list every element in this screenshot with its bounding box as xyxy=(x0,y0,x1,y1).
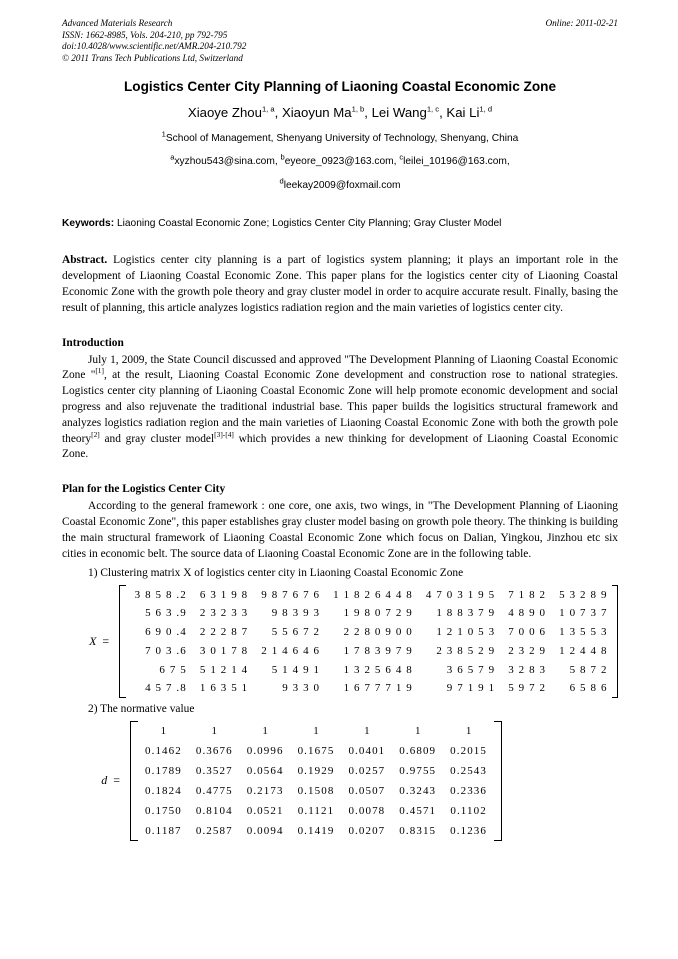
email-address: leilei_10196@163.com, xyxy=(403,156,510,168)
matrix-cell: 1 3 2 5 6 4 8 xyxy=(343,663,413,676)
page-title: Logistics Center City Planning of Liaoning Coastal Economic Zone xyxy=(123,79,557,95)
matrix-row xyxy=(138,761,494,781)
author-name: Xiaoye Zhou xyxy=(187,105,262,121)
abstract-text: Logistics center city planning is a part of logistics system planning; it plays an important role in the development of Liaoning Coastal Economic Zone. This paper plans for the logistics center city of Liaoning Coastal Economic Zone with the growth pole theory and gray cluster model in order to acquire accurate result. Finally, basing the result of planning, this article analyzes logistics radiation region and the main varieties of logistics center city. xyxy=(62,254,618,314)
matrix-cell: 5 1 2 1 4 xyxy=(199,663,249,676)
matrix-x-table xyxy=(126,585,612,698)
matrix-cell: 0.0207 xyxy=(348,824,386,837)
journal-header-block xyxy=(62,18,618,64)
journal-issn-line: ISSN: 1662-8985, Vols. 204-210, pp 792-795 xyxy=(62,29,228,40)
matrix-row xyxy=(138,721,494,741)
matrix-d-equals: = xyxy=(113,773,120,788)
email-line-1 xyxy=(62,152,618,169)
email-address: xyzhou543@sina.com, xyxy=(174,156,278,168)
matrix-cell: 0.1789 xyxy=(145,764,182,777)
abstract-paragraph xyxy=(62,253,618,316)
matrix-x-label xyxy=(72,634,119,649)
matrix-cell: 1 xyxy=(313,724,319,737)
affiliation-text: School of Management, Shenyang University of Technology, Shenyang, China xyxy=(165,133,519,145)
item-1-caption: 1) Clustering matrix X of logistics center city in Liaoning Coastal Economic Zone xyxy=(88,567,464,580)
matrix-cell: 0.0507 xyxy=(348,784,386,797)
matrix-cell: 0.3676 xyxy=(195,744,233,757)
affiliation xyxy=(62,129,618,146)
journal-online-date: Online: 2011-02-21 xyxy=(545,18,618,28)
matrix-cell: 5 1 4 9 1 xyxy=(271,663,321,676)
matrix-cell: 0.2543 xyxy=(450,764,488,777)
journal-name: Advanced Materials Research xyxy=(62,18,173,28)
matrix-cell: 0.1102 xyxy=(450,804,487,817)
matrix-cell: 2 3 8 5 2 9 xyxy=(436,644,496,657)
matrix-cell: 0.0094 xyxy=(246,824,284,837)
keywords-line xyxy=(62,217,618,231)
matrix-cell: 0.0996 xyxy=(246,744,284,757)
matrix-cell: 5 9 7 2 xyxy=(508,682,547,695)
author-separator: , xyxy=(274,105,282,121)
email-marker: a xyxy=(170,152,175,162)
matrix-cell: 3 2 8 3 xyxy=(508,663,547,676)
intro-text-3: and gray cluster model xyxy=(99,432,215,445)
matrix-cell: 0.1121 xyxy=(297,804,335,817)
email-address-d: leekay2009@foxmail.com xyxy=(283,180,401,192)
matrix-cell: 4 8 9 0 xyxy=(508,607,547,620)
matrix-cell: 1 6 3 5 1 xyxy=(199,682,249,695)
matrix-cell: 1 xyxy=(160,724,167,737)
matrix-row xyxy=(126,660,612,679)
matrix-cell: 0.2015 xyxy=(450,744,488,757)
matrix-cell: 1 2 4 4 8 xyxy=(559,644,608,657)
matrix-cell: 0.0257 xyxy=(348,764,386,777)
matrix-cell: 1 3 5 5 3 xyxy=(559,626,608,639)
matrix-cell: 0.6809 xyxy=(399,744,437,757)
matrix-row xyxy=(126,585,612,604)
citation-ref-2: [2] xyxy=(91,429,100,439)
matrix-row xyxy=(138,781,494,801)
keywords-text: Liaoning Coastal Economic Zone; Logistics Center City Planning; Gray Cluster Model xyxy=(116,218,502,230)
email-line-2 xyxy=(62,176,618,193)
matrix-cell: 2 3 2 9 xyxy=(508,644,547,657)
matrix-cell: 5 8 7 2 xyxy=(569,663,608,676)
matrix-cell: 3 0 1 7 8 xyxy=(199,644,249,657)
matrix-x-equals: = xyxy=(102,633,110,648)
section-heading-plan: Plan for the Logistics Center City xyxy=(62,483,226,496)
matrix-cell: 1 2 1 0 5 3 xyxy=(436,626,496,639)
plan-paragraph: According to the general framework : one core, one axis, two wings, in "The Development Planning of Liaoning Coastal Economic Zone", this paper establishes gray cluster model basing on growth pole theory. The thinking is building the main structural framework of Liaoning Coastal Economic Zone which focus on Dalian, Yingkou, Jinzhou etc six cities in economic belt. The source data of Liaoning Coastal Economic Zone are in the following table. xyxy=(62,500,618,560)
matrix-cell: 0.1419 xyxy=(297,824,335,837)
matrix-cell: 0.2336 xyxy=(450,784,488,797)
intro-text-2: , at the result, Liaoning Coastal Economic Zone development and construction rose to national strategies. Logistics center city planning of Liaoning Coastal Economic Zone will help promote economic development and social progress and also rejuvenate the traditional industrial base. This paper builds the logisitics structural framework and analyzes logistics radiation region and the main varieties of Liaoning Coastal Economic Zone with both the growth pole theory xyxy=(62,369,618,445)
matrix-cell: 9 7 1 9 1 xyxy=(446,682,496,695)
matrix-d-bracket-right xyxy=(494,721,502,841)
matrix-d-symbol: d xyxy=(101,773,108,788)
matrix-cell: 1 1 8 2 6 4 4 8 xyxy=(333,588,413,601)
matrix-cell: 0.1462 xyxy=(145,744,182,757)
matrix-cell: 0.4775 xyxy=(195,784,233,797)
matrix-cell: 0.3527 xyxy=(195,764,233,777)
matrix-cell: 0.1236 xyxy=(450,824,488,837)
journal-doi-line: doi:10.4028/www.scientific.net/AMR.204-210.792 xyxy=(62,41,247,52)
abstract-label: Abstract. xyxy=(62,254,108,267)
matrix-cell: 3 6 5 7 9 xyxy=(446,663,496,676)
matrix-cell: 0.3243 xyxy=(399,784,437,797)
matrix-cell: 3 8 5 8 .2 xyxy=(134,588,187,601)
citation-ref-3: [3]-[4] xyxy=(214,429,234,439)
matrix-cell: 5 3 2 8 9 xyxy=(559,588,608,601)
author-affiliation-marker: 1, c xyxy=(426,104,440,114)
matrix-cell: 5 5 6 7 2 xyxy=(271,626,321,639)
matrix-cell: 0.1187 xyxy=(145,824,182,837)
item-2-caption: 2) The normative value xyxy=(88,702,195,715)
matrix-cell: 0.4571 xyxy=(399,804,437,817)
matrix-cell: 0.0078 xyxy=(348,804,386,817)
matrix-cell: 1 8 8 3 7 9 xyxy=(436,607,496,620)
author-affiliation-marker: 1, a xyxy=(261,104,275,114)
matrix-x-symbol: X xyxy=(89,633,97,648)
matrix-row xyxy=(138,821,494,841)
matrix-cell: 1 xyxy=(262,724,268,737)
matrix-cell: 6 7 5 xyxy=(159,663,187,676)
matrix-cell: 2 2 2 8 7 xyxy=(199,626,249,639)
matrix-cell: 0.2173 xyxy=(246,784,284,797)
matrix-cell: 1 7 8 3 9 7 9 xyxy=(343,644,413,657)
journal-copyright-line: © 2011 Trans Tech Publications Ltd, Switzerland xyxy=(62,52,243,63)
matrix-row xyxy=(138,801,494,821)
matrix-row xyxy=(126,623,612,642)
author-separator: , xyxy=(439,105,447,121)
author-affiliation-marker: 1, b xyxy=(351,104,365,114)
matrix-x-body xyxy=(126,585,612,698)
matrix-d-table xyxy=(138,721,494,841)
author-separator: , xyxy=(364,105,372,121)
email-address: eyeore_0923@163.com, xyxy=(284,156,397,168)
matrix-cell: 1 xyxy=(465,724,472,737)
matrix-cell: 0.1508 xyxy=(297,784,335,797)
matrix-row xyxy=(126,604,612,623)
matrix-cell: 9 3 3 0 xyxy=(282,682,321,695)
page-content xyxy=(62,18,618,841)
matrix-d-body xyxy=(138,721,494,841)
matrix-cell: 2 2 8 0 9 0 0 xyxy=(343,626,413,639)
matrix-row xyxy=(126,641,612,660)
matrix-d-label xyxy=(72,773,130,788)
matrix-cell: 1 xyxy=(414,724,421,737)
matrix-cell: 4 7 0 3 1 9 5 xyxy=(425,588,496,601)
author-name: Xiaoyun Ma xyxy=(281,105,352,121)
author-emails xyxy=(62,152,618,193)
matrix-cell: 9 8 3 9 3 xyxy=(271,607,321,620)
matrix-cell: 1 xyxy=(211,724,218,737)
citation-ref-1: [1] xyxy=(95,366,104,376)
matrix-cell: 0.1750 xyxy=(145,804,182,817)
matrix-cell: 0.1929 xyxy=(297,764,335,777)
matrix-cell: 6 9 0 .4 xyxy=(145,626,187,639)
matrix-cell: 7 0 0 6 xyxy=(508,626,547,639)
matrix-cell: 2 1 4 6 4 6 xyxy=(261,644,321,657)
intro-text-1: July 1, 2009, the State Council discussed and approved "The Development Planning of Liaoning Coastal Economic Zone " xyxy=(62,353,618,382)
matrix-cell: 0.0564 xyxy=(246,764,284,777)
keywords-label: Keywords: xyxy=(62,218,115,230)
email-marker-d: d xyxy=(279,176,284,186)
matrix-d-block xyxy=(62,721,618,841)
section-heading-introduction: Introduction xyxy=(62,336,124,349)
matrix-cell: 1 0 7 3 7 xyxy=(559,607,608,620)
author-name: Lei Wang xyxy=(371,105,427,121)
matrix-row xyxy=(126,679,612,698)
matrix-cell: 0.9755 xyxy=(399,764,437,777)
matrix-cell: 7 1 8 2 xyxy=(508,588,547,601)
author-affiliation-marker: 1, d xyxy=(479,104,493,114)
matrix-d-bracket-left xyxy=(130,721,138,841)
matrix-cell: 6 5 8 6 xyxy=(569,682,608,695)
email-marker: b xyxy=(280,152,285,162)
intro-text-4: which provides a new thinking for development of Liaoning Coastal Economic Zone. xyxy=(62,432,619,461)
matrix-cell: 2 3 2 3 3 xyxy=(199,607,249,620)
author-list xyxy=(62,104,618,121)
matrix-cell: 7 0 3 .6 xyxy=(145,644,187,657)
matrix-cell: 1 6 7 7 7 1 9 xyxy=(343,682,413,695)
matrix-cell: 1 9 8 0 7 2 9 xyxy=(343,607,413,620)
matrix-cell: 0.8104 xyxy=(195,804,233,817)
matrix-cell: 0.2587 xyxy=(195,824,233,837)
affiliation-marker: 1 xyxy=(161,129,166,139)
matrix-cell: 0.0401 xyxy=(348,744,386,757)
matrix-x-block xyxy=(62,585,618,698)
matrix-row xyxy=(138,741,494,761)
matrix-cell: 9 8 7 6 7 6 xyxy=(261,588,321,601)
introduction-paragraph xyxy=(62,353,618,464)
matrix-cell: 0.0521 xyxy=(246,804,284,817)
matrix-cell: 0.1824 xyxy=(145,784,182,797)
matrix-cell: 6 3 1 9 8 xyxy=(199,588,249,601)
matrix-cell: 5 6 3 .9 xyxy=(145,607,187,620)
matrix-cell: 4 5 7 .8 xyxy=(145,682,187,695)
matrix-cell: 0.1675 xyxy=(297,744,335,757)
author-name: Kai Li xyxy=(446,105,480,121)
matrix-cell: 0.8315 xyxy=(399,824,437,837)
email-marker: c xyxy=(399,152,404,162)
matrix-cell: 1 xyxy=(364,724,370,737)
matrix-x-bracket-right xyxy=(612,585,618,698)
